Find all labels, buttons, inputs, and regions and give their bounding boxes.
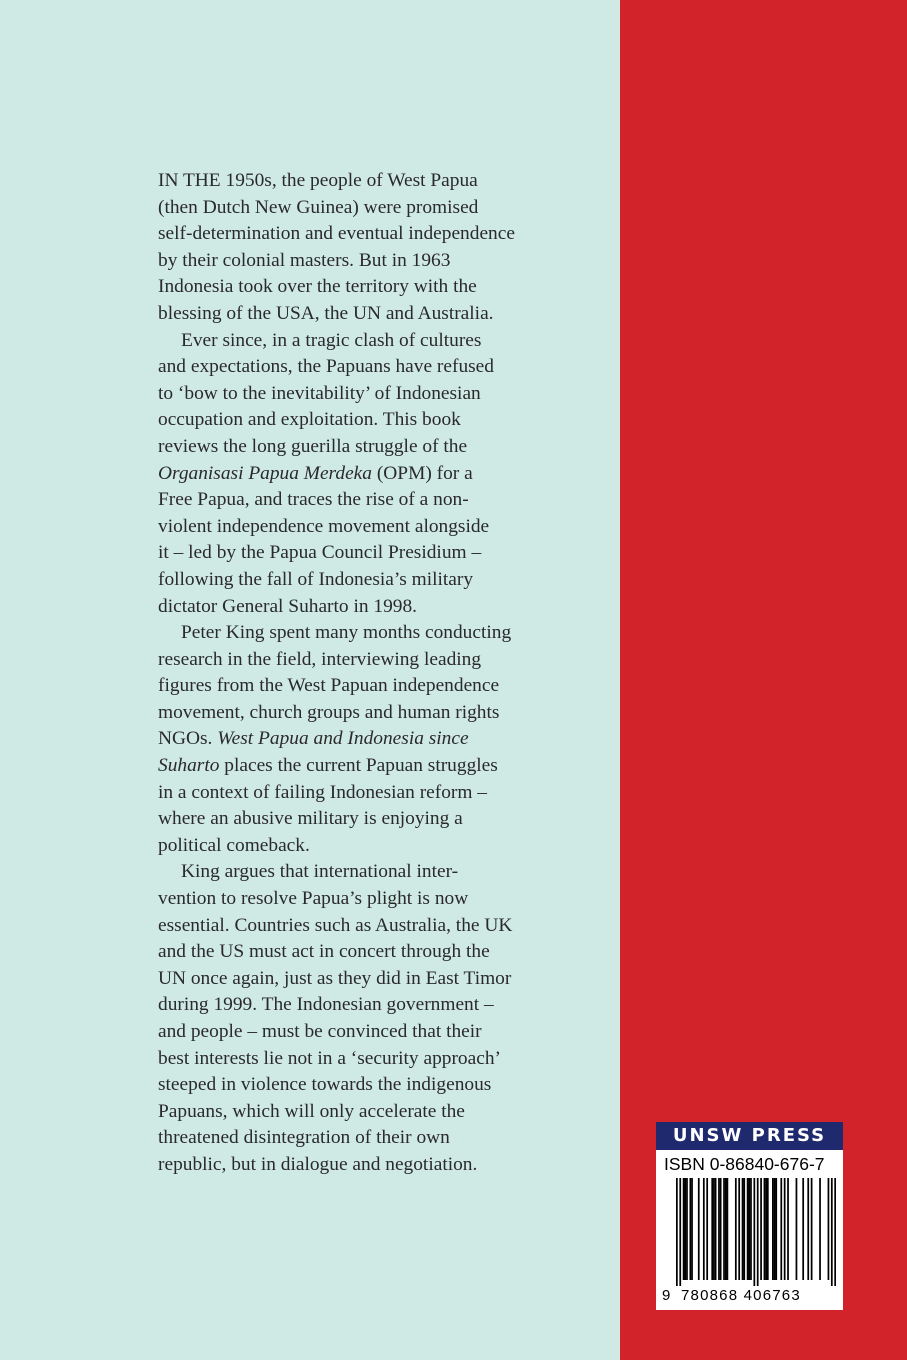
- text-line: [158, 461, 568, 488]
- barcode-bar: [784, 1178, 786, 1280]
- barcode-bar: [698, 1178, 700, 1280]
- barcode-bar: [676, 1178, 678, 1286]
- barcode-bar: [720, 1178, 722, 1280]
- text-line: [158, 753, 568, 780]
- barcode-bar: [753, 1178, 755, 1286]
- text-line: Indonesia took over the territory with the: [158, 276, 477, 298]
- barcode-bar: [725, 1178, 727, 1280]
- barcode-bar: [743, 1178, 745, 1280]
- text-line: in a context of failing Indonesian reform –: [158, 781, 487, 803]
- text-line: by their colonial masters. But in 1963: [158, 249, 451, 271]
- barcode-bar: [802, 1178, 804, 1280]
- isbn-label: ISBN 0-86840-676-7: [664, 1154, 825, 1174]
- barcode-bar: [703, 1178, 705, 1280]
- barcode-bar: [679, 1178, 681, 1286]
- blurb-paragraph: [158, 620, 568, 859]
- text-line: research in the field, interviewing leading: [158, 648, 482, 670]
- text-line: (then Dutch New Guinea) were promised: [158, 196, 479, 218]
- text-line: steeped in violence towards the indigenous: [158, 1074, 492, 1096]
- barcode-bar: [735, 1178, 737, 1280]
- text-line: and expectations, the Papuans have refused: [158, 356, 494, 378]
- barcode-bar: [765, 1178, 767, 1280]
- barcode-bar: [711, 1178, 713, 1280]
- blurb-paragraph: [158, 328, 568, 621]
- barcode-bars: [676, 1178, 836, 1286]
- barcode-box: [656, 1122, 843, 1310]
- barcode-bar: [723, 1178, 725, 1280]
- barcode-bar: [807, 1178, 809, 1280]
- italic-title: Organisasi Papua Merdeka: [158, 462, 372, 484]
- barcode-bar: [757, 1178, 759, 1286]
- text-line: it – led by the Papua Council Presidium –: [158, 542, 482, 564]
- text-segment: NGOs.: [158, 728, 218, 750]
- barcode-bar: [684, 1178, 686, 1280]
- text-line: violent independence movement alongside: [158, 515, 490, 537]
- text-segment: (OPM) for a: [372, 462, 473, 484]
- text-line: best interests lie not in a ‘security approach’: [158, 1047, 501, 1069]
- barcode-bar: [828, 1178, 830, 1280]
- barcode-bar: [767, 1178, 769, 1280]
- text-line: IN THE 1950s, the people of West Papua: [158, 170, 478, 191]
- italic-title: Suharto: [158, 755, 220, 777]
- text-line: to ‘bow to the inevitability’ of Indonesian: [158, 382, 481, 404]
- barcode-bar: [780, 1178, 782, 1280]
- barcode-bar: [819, 1178, 821, 1280]
- text-line: during 1999. The Indonesian government –: [158, 994, 494, 1016]
- text-line: threatened disintegration of their own: [158, 1127, 450, 1149]
- text-line: [158, 726, 568, 753]
- barcode-bar: [713, 1178, 715, 1280]
- barcode-bar: [775, 1178, 777, 1280]
- blurb-paragraph: [158, 168, 568, 328]
- text-line: reviews the long guerilla struggle of the: [158, 435, 468, 457]
- barcode-bar: [689, 1178, 691, 1280]
- barcode-bar: [772, 1178, 774, 1280]
- text-line: vention to resolve Papua’s plight is now: [158, 888, 469, 910]
- text-line: King argues that international inter-: [181, 861, 459, 883]
- barcode-bar: [764, 1178, 766, 1280]
- text-line: figures from the West Papuan independence: [158, 675, 500, 697]
- text-segment: places the current Papuan struggles: [219, 755, 498, 777]
- text-line: self-determination and eventual independence: [158, 223, 515, 245]
- text-line: where an abusive military is enjoying a: [158, 808, 463, 830]
- italic-title: West Papua and Indonesia since: [217, 728, 469, 750]
- barcode-bar: [760, 1178, 762, 1280]
- blurb-paragraph: [158, 859, 568, 1178]
- barcode-bar: [691, 1178, 693, 1280]
- barcode-bar: [787, 1178, 789, 1280]
- text-line: Peter King spent many months conducting: [181, 622, 512, 644]
- text-line: following the fall of Indonesia’s military: [158, 568, 474, 590]
- barcode-bar: [774, 1178, 776, 1280]
- text-line: republic, but in dialogue and negotiation.: [158, 1153, 478, 1175]
- text-line: Papuans, which will only accelerate the: [158, 1100, 465, 1122]
- text-line: blessing of the USA, the UN and Australia.: [158, 302, 494, 324]
- text-line: movement, church groups and human rights: [158, 701, 500, 723]
- barcode-bar: [715, 1178, 717, 1280]
- barcode-bar: [834, 1178, 836, 1286]
- barcode-bar: [811, 1178, 813, 1280]
- barcode-bar: [831, 1178, 833, 1286]
- barcode-bar: [747, 1178, 749, 1280]
- text-line: and the US must act in concert through the: [158, 941, 490, 963]
- barcode-bar: [750, 1178, 752, 1280]
- text-line: essential. Countries such as Australia, the UK: [158, 914, 513, 936]
- text-line: Ever since, in a tragic clash of cultures: [181, 329, 482, 351]
- barcode-bar: [683, 1178, 685, 1280]
- text-line: dictator General Suharto in 1998.: [158, 595, 418, 617]
- barcode-bar: [796, 1178, 798, 1280]
- barcode-bar: [738, 1178, 740, 1280]
- barcode-bar: [718, 1178, 720, 1280]
- barcode-digit-groups: 780868 406763: [681, 1287, 801, 1304]
- barcode-bar: [686, 1178, 688, 1280]
- text-line: and people – must be convinced that their: [158, 1021, 482, 1042]
- barcode-bar: [706, 1178, 708, 1280]
- text-line: political comeback.: [158, 834, 310, 856]
- barcode-bar: [727, 1178, 729, 1280]
- barcode-bar: [748, 1178, 750, 1280]
- text-line: Free Papua, and traces the rise of a non-: [158, 489, 469, 511]
- publisher-logo: UNSW PRESS: [656, 1122, 843, 1150]
- blurb-text: [158, 168, 568, 1179]
- barcode-bar: [742, 1178, 744, 1280]
- text-line: UN once again, just as they did in East Timor: [158, 967, 512, 989]
- text-line: occupation and exploitation. This book: [158, 409, 461, 431]
- barcode-digit-prefix: 9: [662, 1287, 671, 1304]
